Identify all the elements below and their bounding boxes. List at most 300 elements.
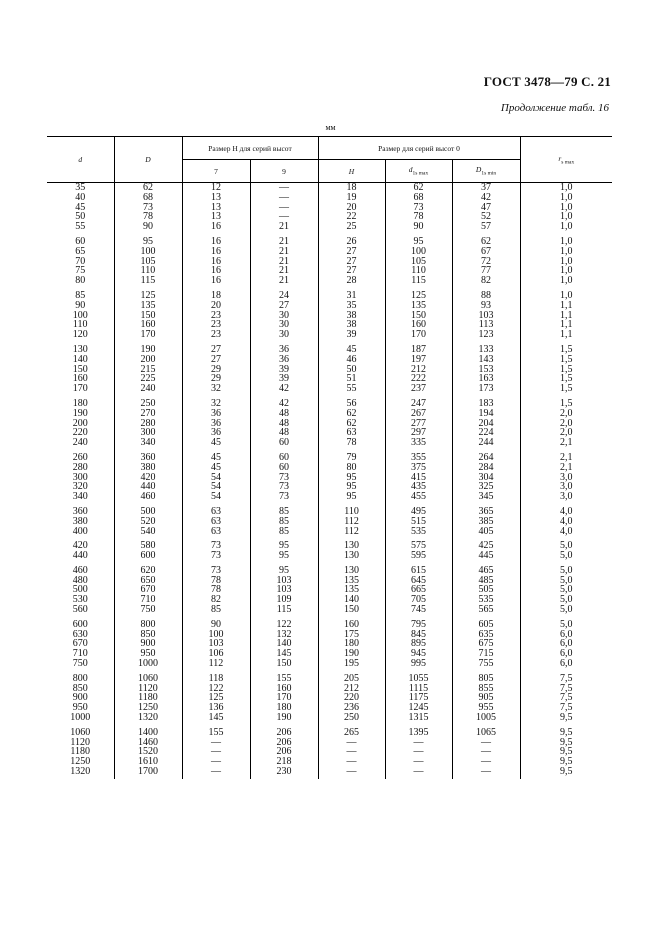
table-cell: 155: [182, 723, 250, 738]
table-cell: 1,0: [520, 212, 612, 222]
table-cell: 1,0: [520, 266, 612, 276]
table-cell: 800: [47, 669, 114, 684]
table-cell: 110: [47, 320, 114, 330]
table-cell: —: [385, 767, 452, 779]
table-cell: 51: [318, 374, 385, 384]
table-cell: 745: [385, 605, 452, 615]
table-cell: 415: [385, 473, 452, 483]
table-cell: —: [182, 738, 250, 748]
table-cell: 73: [250, 473, 318, 483]
table-cell: —: [318, 757, 385, 767]
table-cell: 78: [114, 212, 182, 222]
table-cell: 90: [47, 301, 114, 311]
table-cell: 133: [452, 340, 520, 355]
table-cell: 650: [114, 576, 182, 586]
table-cell: 900: [47, 693, 114, 703]
table-cell: 93: [452, 301, 520, 311]
table-row: [47, 212, 612, 222]
table-cell: 110: [114, 266, 182, 276]
table-row: [47, 448, 612, 463]
table-cell: 445: [452, 551, 520, 561]
table-cell: —: [182, 767, 250, 779]
table-cell: 60: [250, 463, 318, 473]
table-cell: 805: [452, 669, 520, 684]
table-cell: 79: [318, 448, 385, 463]
table-cell: 850: [47, 684, 114, 694]
table-cell: 36: [250, 340, 318, 355]
table-cell: 22: [318, 212, 385, 222]
table-row: [47, 502, 612, 517]
table-row: [47, 409, 612, 419]
table-cell: 345: [452, 492, 520, 502]
table-cell: 150: [318, 605, 385, 615]
table-row: [47, 384, 612, 394]
table-cell: 5,0: [520, 576, 612, 586]
table-cell: 29: [182, 365, 250, 375]
table-cell: 670: [47, 639, 114, 649]
table-row: [47, 419, 612, 429]
table-cell: 35: [47, 183, 114, 193]
table-continuation-caption: Продолжение табл. 16: [500, 102, 609, 114]
table-cell: —: [452, 738, 520, 748]
table-cell: 23: [182, 330, 250, 340]
table-cell: 945: [385, 649, 452, 659]
table-cell: 183: [452, 394, 520, 409]
table-cell: 1,0: [520, 247, 612, 257]
table-row: [47, 659, 612, 669]
table-row: [47, 266, 612, 276]
table-cell: 90: [114, 222, 182, 232]
table-cell: —: [250, 183, 318, 193]
table-cell: 7,5: [520, 693, 612, 703]
table-cell: 80: [47, 276, 114, 286]
table-cell: 1,5: [520, 384, 612, 394]
table-cell: 1,5: [520, 365, 612, 375]
bearing-dimensions-table: [47, 136, 612, 779]
table-row: [47, 374, 612, 384]
table-cell: 100: [385, 247, 452, 257]
table-cell: 153: [452, 365, 520, 375]
table-cell: 710: [114, 595, 182, 605]
table-row: [47, 492, 612, 502]
table-row: [47, 693, 612, 703]
table-cell: 206: [250, 723, 318, 738]
table-cell: 105: [385, 257, 452, 267]
table-cell: 65: [47, 247, 114, 257]
table-cell: 1395: [385, 723, 452, 738]
table-cell: 36: [182, 419, 250, 429]
table-cell: 1,0: [520, 193, 612, 203]
table-cell: 425: [452, 536, 520, 551]
table-cell: 130: [318, 536, 385, 551]
table-cell: 62: [114, 183, 182, 193]
table-cell: 110: [385, 266, 452, 276]
table-cell: 420: [47, 536, 114, 551]
table-cell: 78: [385, 212, 452, 222]
table-cell: 1320: [47, 767, 114, 779]
table-cell: 145: [182, 713, 250, 723]
table-cell: 62: [385, 183, 452, 193]
table-cell: 1,0: [520, 222, 612, 232]
table-cell: 2,1: [520, 448, 612, 463]
table-cell: 7,5: [520, 703, 612, 713]
table-cell: 75: [47, 266, 114, 276]
table-cell: 267: [385, 409, 452, 419]
table-cell: —: [182, 747, 250, 757]
table-cell: 277: [385, 419, 452, 429]
table-cell: 2,0: [520, 428, 612, 438]
table-row: [47, 595, 612, 605]
table-row: [47, 767, 612, 779]
col-header-d: d: [47, 137, 114, 183]
table-cell: 140: [250, 639, 318, 649]
table-cell: 304: [452, 473, 520, 483]
table-cell: 95: [250, 561, 318, 576]
table-cell: 600: [114, 551, 182, 561]
table-cell: 380: [47, 517, 114, 527]
table-cell: 565: [452, 605, 520, 615]
table-cell: 1,0: [520, 257, 612, 267]
table-cell: —: [318, 738, 385, 748]
table-cell: 21: [250, 247, 318, 257]
table-cell: 264: [452, 448, 520, 463]
table-row: [47, 585, 612, 595]
table-cell: 1,0: [520, 232, 612, 247]
table-cell: 1,1: [520, 311, 612, 321]
table-cell: 440: [47, 551, 114, 561]
table-cell: 340: [47, 492, 114, 502]
table-row: [47, 193, 612, 203]
table-row: [47, 183, 612, 193]
table-cell: 4,0: [520, 527, 612, 537]
table-cell: 23: [182, 320, 250, 330]
table-cell: 103: [250, 576, 318, 586]
table-cell: 5,0: [520, 595, 612, 605]
table-cell: 205: [318, 669, 385, 684]
table-cell: 300: [47, 473, 114, 483]
table-cell: 265: [318, 723, 385, 738]
table-cell: 1180: [114, 693, 182, 703]
table-cell: 1180: [47, 747, 114, 757]
table-cell: 325: [452, 482, 520, 492]
table-cell: 236: [318, 703, 385, 713]
table-cell: 1000: [47, 713, 114, 723]
table-cell: 130: [318, 551, 385, 561]
table-cell: 30: [250, 311, 318, 321]
table-cell: 73: [250, 492, 318, 502]
table-cell: 1175: [385, 693, 452, 703]
table-cell: 560: [47, 605, 114, 615]
table-cell: 5,0: [520, 561, 612, 576]
table-cell: 2,1: [520, 438, 612, 448]
table-cell: 52: [452, 212, 520, 222]
table-cell: 30: [250, 320, 318, 330]
table-cell: 19: [318, 193, 385, 203]
table-cell: 1250: [47, 757, 114, 767]
table-row: [47, 684, 612, 694]
table-cell: 122: [182, 684, 250, 694]
table-cell: 12: [182, 183, 250, 193]
table-row: [47, 649, 612, 659]
table-cell: 530: [47, 595, 114, 605]
table-cell: 197: [385, 355, 452, 365]
table-cell: 62: [452, 232, 520, 247]
table-cell: 16: [182, 247, 250, 257]
col-group-header-0: Размер для серий высот 0: [318, 137, 520, 160]
table-cell: 82: [452, 276, 520, 286]
table-row: [47, 536, 612, 551]
table-cell: 9,5: [520, 757, 612, 767]
table-cell: 110: [318, 502, 385, 517]
table-cell: 73: [182, 551, 250, 561]
col-header-H: H: [318, 160, 385, 183]
table-cell: 45: [182, 448, 250, 463]
table-cell: 38: [318, 320, 385, 330]
table-cell: 3,0: [520, 492, 612, 502]
table-row: [47, 340, 612, 355]
table-cell: 5,0: [520, 585, 612, 595]
table-cell: 63: [318, 428, 385, 438]
table-cell: 1460: [114, 738, 182, 748]
table-cell: 80: [318, 463, 385, 473]
table-cell: 4,0: [520, 517, 612, 527]
table-cell: 2,1: [520, 463, 612, 473]
table-cell: 95: [318, 482, 385, 492]
table-cell: 495: [385, 502, 452, 517]
table-cell: 218: [250, 757, 318, 767]
table-cell: 18: [318, 183, 385, 193]
table-cell: 85: [182, 605, 250, 615]
table-cell: 237: [385, 384, 452, 394]
table-cell: 905: [452, 693, 520, 703]
table-cell: 32: [182, 394, 250, 409]
table-cell: 222: [385, 374, 452, 384]
table-cell: 85: [250, 502, 318, 517]
table-cell: 220: [47, 428, 114, 438]
table-cell: 55: [318, 384, 385, 394]
table-cell: 187: [385, 340, 452, 355]
table-cell: 9,5: [520, 767, 612, 779]
table-cell: 42: [452, 193, 520, 203]
table-cell: 54: [182, 492, 250, 502]
table-cell: 113: [452, 320, 520, 330]
table-cell: 16: [182, 222, 250, 232]
table-cell: 21: [250, 266, 318, 276]
table-cell: 112: [182, 659, 250, 669]
table-cell: 5,0: [520, 615, 612, 630]
table-cell: 1115: [385, 684, 452, 694]
table-cell: —: [452, 757, 520, 767]
table-cell: 280: [114, 419, 182, 429]
table-row: [47, 723, 612, 738]
table-cell: 500: [114, 502, 182, 517]
table-cell: 45: [47, 203, 114, 213]
page-header: ГОСТ 3478—79 С. 21: [483, 74, 611, 89]
table-row: [47, 203, 612, 213]
table-cell: 57: [452, 222, 520, 232]
table-cell: 62: [318, 419, 385, 429]
table-cell: 575: [385, 536, 452, 551]
table-cell: 1065: [452, 723, 520, 738]
table-cell: —: [385, 738, 452, 748]
table-row: [47, 473, 612, 483]
table-cell: 163: [452, 374, 520, 384]
table-row: [47, 247, 612, 257]
table-row: [47, 438, 612, 448]
table-cell: 73: [385, 203, 452, 213]
table-cell: 240: [114, 384, 182, 394]
table-cell: 78: [318, 438, 385, 448]
table-row: [47, 669, 612, 684]
table-cell: —: [318, 767, 385, 779]
table-cell: 1,5: [520, 340, 612, 355]
table-cell: 160: [318, 615, 385, 630]
table-cell: 160: [385, 320, 452, 330]
table-cell: 1,0: [520, 286, 612, 301]
table-cell: 455: [385, 492, 452, 502]
table-cell: 85: [250, 527, 318, 537]
table-cell: 400: [47, 527, 114, 537]
table-cell: 1005: [452, 713, 520, 723]
table-cell: 515: [385, 517, 452, 527]
table-cell: 250: [114, 394, 182, 409]
table-cell: 150: [47, 365, 114, 375]
table-row: [47, 276, 612, 286]
table-cell: 13: [182, 193, 250, 203]
table-cell: 13: [182, 212, 250, 222]
table-cell: 240: [47, 438, 114, 448]
table-cell: 143: [452, 355, 520, 365]
col-header-r: $r_{s max}$: [520, 137, 612, 183]
table-row: [47, 551, 612, 561]
table-cell: 103: [250, 585, 318, 595]
table-cell: 50: [318, 365, 385, 375]
table-cell: 100: [182, 630, 250, 640]
table-cell: 21: [250, 257, 318, 267]
table-cell: 73: [182, 536, 250, 551]
table-cell: 39: [250, 374, 318, 384]
table-cell: 895: [385, 639, 452, 649]
table-cell: 212: [318, 684, 385, 694]
table-cell: 1,0: [520, 276, 612, 286]
table-cell: 4,0: [520, 502, 612, 517]
table-cell: 28: [318, 276, 385, 286]
table-cell: 212: [385, 365, 452, 375]
table-cell: 67: [452, 247, 520, 257]
table-cell: 39: [318, 330, 385, 340]
table-cell: 200: [47, 419, 114, 429]
table-cell: 360: [114, 448, 182, 463]
table-cell: 1400: [114, 723, 182, 738]
table-cell: 54: [182, 482, 250, 492]
table-cell: 132: [250, 630, 318, 640]
table-cell: 715: [452, 649, 520, 659]
table-cell: 50: [47, 212, 114, 222]
table-cell: 665: [385, 585, 452, 595]
table-cell: 103: [452, 311, 520, 321]
table-row: [47, 428, 612, 438]
table-cell: 105: [114, 257, 182, 267]
table-cell: 38: [318, 311, 385, 321]
table-cell: 31: [318, 286, 385, 301]
table-cell: 195: [318, 659, 385, 669]
table-cell: 1120: [47, 738, 114, 748]
table-cell: 90: [385, 222, 452, 232]
table-cell: 120: [47, 330, 114, 340]
table-cell: 1,0: [520, 203, 612, 213]
table-cell: 16: [182, 232, 250, 247]
table-cell: 206: [250, 747, 318, 757]
table-cell: 385: [452, 517, 520, 527]
table-cell: 340: [114, 438, 182, 448]
table-cell: 900: [114, 639, 182, 649]
table-cell: 95: [114, 232, 182, 247]
table-cell: 21: [250, 276, 318, 286]
table-cell: 300: [114, 428, 182, 438]
table-cell: 180: [318, 639, 385, 649]
table-cell: 630: [47, 630, 114, 640]
table-cell: 20: [318, 203, 385, 213]
table-cell: —: [385, 747, 452, 757]
table-cell: 615: [385, 561, 452, 576]
table-cell: 109: [250, 595, 318, 605]
table-cell: 675: [452, 639, 520, 649]
table-row: [47, 222, 612, 232]
table-cell: 605: [452, 615, 520, 630]
table-cell: 60: [47, 232, 114, 247]
table-cell: 32: [182, 384, 250, 394]
table-row: [47, 605, 612, 615]
table-cell: 150: [114, 311, 182, 321]
table-cell: 18: [182, 286, 250, 301]
table-cell: 6,0: [520, 649, 612, 659]
table-cell: 60: [250, 448, 318, 463]
table-cell: 1,5: [520, 355, 612, 365]
table-cell: 355: [385, 448, 452, 463]
table-cell: 170: [114, 330, 182, 340]
table-cell: 230: [250, 767, 318, 779]
table-cell: 206: [250, 738, 318, 748]
table-cell: 42: [250, 384, 318, 394]
table-cell: 460: [114, 492, 182, 502]
table-cell: 194: [452, 409, 520, 419]
table-cell: 795: [385, 615, 452, 630]
table-cell: 73: [250, 482, 318, 492]
table-cell: 135: [385, 301, 452, 311]
table-cell: 855: [452, 684, 520, 694]
table-cell: 36: [182, 428, 250, 438]
table-cell: 950: [114, 649, 182, 659]
table-cell: 435: [385, 482, 452, 492]
table-cell: 1250: [114, 703, 182, 713]
table-cell: 29: [182, 374, 250, 384]
table-row: [47, 463, 612, 473]
table-cell: —: [452, 747, 520, 757]
table-cell: 27: [318, 257, 385, 267]
table-cell: 78: [182, 585, 250, 595]
table-cell: 160: [47, 374, 114, 384]
table-cell: 520: [114, 517, 182, 527]
table-cell: 95: [385, 232, 452, 247]
table-cell: 48: [250, 409, 318, 419]
table-cell: 100: [47, 311, 114, 321]
table-cell: 63: [182, 502, 250, 517]
table-cell: 27: [182, 340, 250, 355]
table-cell: 1315: [385, 713, 452, 723]
table-cell: 244: [452, 438, 520, 448]
table-row: [47, 576, 612, 586]
table-cell: 670: [114, 585, 182, 595]
